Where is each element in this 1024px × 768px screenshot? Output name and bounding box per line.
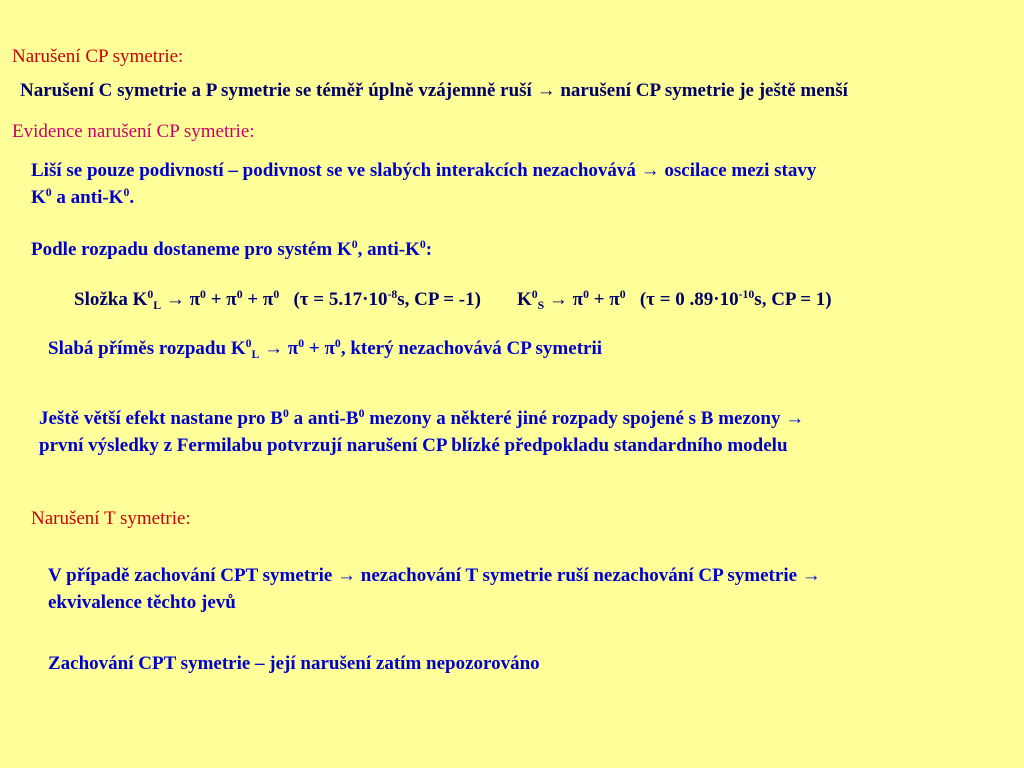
cpt-line2: ekvivalence těchto jevů xyxy=(48,591,236,613)
cpt-line1: V případě zachování CPT symetrie → nezachování T symetrie ruší nezachování CP symetrie → xyxy=(48,565,821,586)
superscript-zero: 0 xyxy=(147,287,154,301)
superscript-zero: 0 xyxy=(282,406,289,420)
superscript-zero: 0 xyxy=(619,287,626,301)
subscript-l: L xyxy=(251,348,260,362)
strangeness-text: Liší se pouze podivností – podivnost se ve slabých interakcích nezachovává → oscilace mezi stavy xyxy=(31,160,817,181)
evidence-heading: Evidence narušení CP symetrie: xyxy=(12,121,255,142)
superscript-zero: 0 xyxy=(351,237,358,251)
admixture-b: , který nezachovává CP symetrii xyxy=(340,338,603,359)
component-prefix: Složka K xyxy=(74,289,148,310)
superscript-zero: 0 xyxy=(123,185,130,199)
ks-lifetime-exponent: -10 xyxy=(738,287,755,301)
subscript-s: S xyxy=(537,299,545,313)
cpt-paragraph xyxy=(48,563,1008,616)
kl-lifetime-b: s, CP = -1) xyxy=(397,289,481,310)
cp-cancellation-summary: Narušení C symetrie a P symetrie se téměř úplně vzájemně ruší → narušení CP symetrie je ještě menší xyxy=(20,80,848,101)
plus-pi: + π xyxy=(242,289,274,310)
plus-pi: + π xyxy=(205,289,237,310)
and-anti-k: a anti-K xyxy=(51,186,124,208)
t-violation-heading: Narušení T symetrie: xyxy=(31,508,191,529)
ks-decay-arrow: → π xyxy=(544,289,584,310)
colon: : xyxy=(425,239,433,260)
k-symbol: K xyxy=(31,186,46,208)
superscript-zero: 0 xyxy=(358,406,365,420)
cp-violation-heading: Narušení CP symetrie: xyxy=(12,46,184,67)
b-meson-line2: první výsledky z Fermilabu potvrzují narušení CP blízké předpokladu standardního modelu xyxy=(39,434,788,456)
superscript-zero: 0 xyxy=(236,287,243,301)
b-meson-a: Ještě větší efekt nastane pro B xyxy=(39,408,283,429)
period: . xyxy=(129,186,135,208)
subscript-l: L xyxy=(153,299,162,313)
ks-symbol: K xyxy=(516,289,532,310)
superscript-zero: 0 xyxy=(200,287,206,301)
decay-intro xyxy=(31,237,432,264)
superscript-zero: 0 xyxy=(45,185,52,199)
ks-lifetime-a: (τ = 0 .89·10 xyxy=(639,289,739,310)
decay-components xyxy=(74,287,832,314)
superscript-zero: 0 xyxy=(245,336,252,350)
superscript-zero: 0 xyxy=(419,237,426,251)
plus-pi: + π xyxy=(304,338,335,359)
superscript-zero: 0 xyxy=(298,336,305,350)
decay-intro-mid: , anti-K xyxy=(357,239,420,260)
admixture-line xyxy=(48,336,602,363)
b-meson-paragraph xyxy=(39,406,1009,459)
cpt-conclusion: Zachování CPT symetrie – její narušení zatím nepozorováno xyxy=(48,653,540,674)
decay-intro-text: Podle rozpadu dostaneme pro systém K xyxy=(31,239,352,260)
kl-lifetime-exponent: -8 xyxy=(387,287,398,301)
b-meson-c: mezony a některé jiné rozpady spojené s B mezony → xyxy=(364,408,805,429)
superscript-zero: 0 xyxy=(583,287,589,301)
ks-lifetime-b: s, CP = 1) xyxy=(754,289,832,310)
superscript-zero: 0 xyxy=(334,336,341,350)
strangeness-paragraph xyxy=(31,158,991,211)
superscript-zero: 0 xyxy=(531,287,538,301)
superscript-zero: 0 xyxy=(273,287,280,301)
admixture-arrow: → π xyxy=(259,338,299,359)
plus-pi: + π xyxy=(588,289,620,310)
b-meson-b: a anti-B xyxy=(288,408,359,429)
admixture-a: Slabá příměs rozpadu K xyxy=(48,338,246,359)
kl-lifetime-a: (τ = 5.17·10 xyxy=(293,289,388,310)
kl-decay-arrow: → π xyxy=(161,289,201,310)
